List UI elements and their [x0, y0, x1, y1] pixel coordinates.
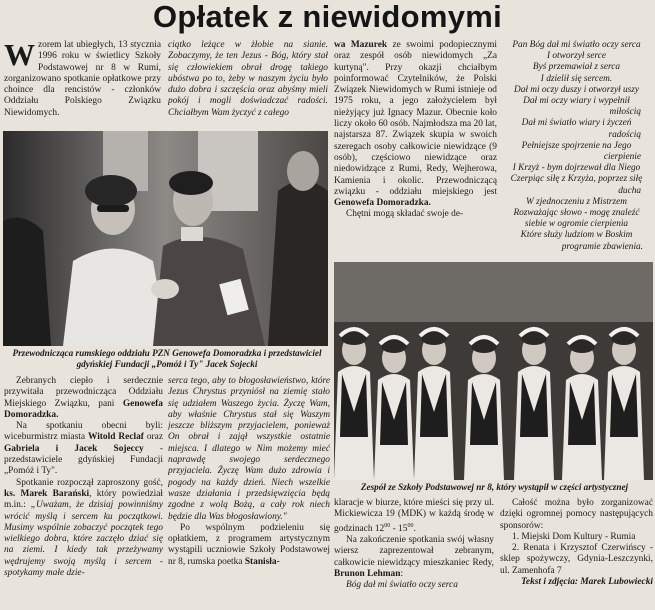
foundation-reps-names: Gabriela i Jacek Sojeccy — [4, 443, 144, 454]
poem-column — [500, 40, 653, 258]
poem-line: Dał mi oczy wiary i wypełnił — [523, 96, 630, 107]
intro-text: zorem lat ubiegłych, 13 stycznia 1996 roku w świetlicy Szkoły Podstawowej nr 8 w Rumi, zorganizowano spotkanie opłatkowe przy choince dla rencistów - członków Oddziału Polskiego Związku Niewidomych. — [4, 40, 161, 118]
colon: : — [400, 568, 404, 579]
poet-name: Stanisła- — [244, 556, 280, 567]
intro-paragraph — [4, 40, 161, 130]
poem-line: Pan Bóg dał mi światło oczy serca — [512, 40, 641, 50]
info-text: ze swoimi podopiecznymi oraz zespół osób niewidomych „Za kurtyną". Przy okazji chciałbym poinformować Czytelników, że Polski Związek Niewidomych w Rumi istnieje od 1975 roku, a jego założycielem był nieżyjący już Ignacy Mazur. Obecnie koło liczy około 60 osób. Najmłodsza ma 20 lat, najstarsza 87. Związek skupia w swoich szeregach osoby całkowicie niewidzące (9 osób), częściowo niewidzące oraz niedowidzące z Rumi, Redy, Wejherowa, Kamienia i okolic. Przewodniczącą związku - oddziału miejskiego jest — [334, 40, 497, 197]
greeting-text: Zebranych ciepło i serdecznie przywitała przewodnicząca Oddziału Miejskiego Związku, pani — [4, 376, 163, 409]
poem-line: Pełniejsze spojrzenie na Jego — [521, 140, 632, 151]
poem-line: Czerpiąc siłę z Krzyża, poprzez siłę — [510, 174, 643, 185]
photo-chairwoman-and-guest — [3, 131, 328, 346]
info-tail: Chętni mogą składać swoje de- — [346, 209, 464, 220]
poem-first-line: Bóg dał mi światło oczy serca — [346, 580, 458, 591]
sponsors-intro: Całość można było zorganizować dzięki ogromnej pomocy następujących sponsorów: — [500, 498, 653, 531]
guests-text: Na spotkaniu obecni byli: wiceburmistrz miasta — [4, 421, 163, 443]
program-text: Po wspólnym podzieleniu się opłatkiem, z programem artystycznym wystąpili uczniowie Szkoły Podstawowej nr 8, rumska poetka — [168, 522, 330, 567]
poem-line: W zjednoczeniu z Mistrzem — [526, 196, 627, 207]
sponsor-item: 1. Miejski Dom Kultury - Rumia — [512, 531, 636, 542]
chairwoman-name: Genowefa Domoradzka. — [4, 398, 163, 420]
poem-line: radością — [608, 129, 641, 140]
drop-cap: W — [4, 40, 35, 72]
poem-line: I Krzyż - bym dojrzewał dla Niego — [512, 163, 641, 174]
photo1-caption: Przewodnicząca rumskiego oddziału PZN Genowefa Domoradzka i przedstawiciel gdyńskiej Fundacji „Pomóż i Ty" Jacek Sojecki — [12, 348, 322, 369]
article-column-2 — [168, 376, 330, 610]
poem-line: I otworzył serce — [546, 51, 607, 62]
poem-line: miłością — [609, 107, 641, 118]
poem-line: I dzielił się sercem. — [540, 73, 613, 84]
poem-line: programie zbawienia. — [561, 241, 643, 252]
closing-text: Na zakończenie spotkania swój własny wiersz zaprezentował zebranym, całkowicie niewidzący mieszkaniec Redy, — [334, 535, 494, 568]
quote-text: ciątko leżące w żłobie na sianie. Zobaczymy, że ten Jezus - Bóg, który stał się człowiekiem obrał drogę takiego ubóstwa po to, żeby w naszym życiu było dużo dobra i szczęścia oraz abyśmy mieli pokój i mogli doświadczać radości. Chciałbym Wam życzyć z całego — [168, 40, 328, 118]
article-column-4 — [500, 498, 653, 610]
deputy-mayor-name: Witold Reclaf — [88, 432, 144, 443]
time-to-minutes: 00 — [407, 522, 414, 529]
poem-line: siebie w ogromie cierpienia — [524, 219, 629, 230]
time-dash: - 15 — [390, 523, 408, 534]
conjunction: oraz — [143, 432, 163, 443]
photo2-caption: Zespół ze Szkoły Podstawowej nr 8, który wystąpił w części artystycznej — [360, 482, 629, 492]
poem-line: Dał mi oczy duszy i otworzył uszy — [514, 84, 639, 95]
poet-lehman-name: Brunon Lehman — [334, 568, 401, 579]
article-column-1 — [4, 376, 163, 610]
info-column-top — [334, 40, 497, 258]
quote-column-top — [168, 40, 328, 130]
photo-school-ensemble — [334, 262, 653, 480]
guests-rest: - przedstawiciele gdyńskiej Fundacji „Pomóż i Ty". — [4, 443, 163, 477]
priest-quote-continued: serca tego, aby to błogosławieństwo, które Jezus Chrystus przyniósł na ziemię stało się udziałem Waszego życia. Życzę Wam, aby właśnie Chrystus stał się Waszym jeszcze bliższym przyjacielem, ponieważ On obrał i zajął wszystkie ostatnie miejsca. I dlatego w Nim możemy mieć naprawdę swojego serdecznego przyjaciela. Życzę Wam dużo zdrowia i pogody na każdy dzień. Niech wszelkie wasze działania i przedsięwzięcia będą zgodne z wolą Bożą, a cały rok niech będzie dla Was błogosławiony." — [168, 376, 330, 522]
poem-line: Dał mi światło wiary i życzeń — [521, 118, 632, 129]
poem-line: ducha — [618, 185, 641, 196]
headline: Opłatek z niewidomymi — [152, 0, 503, 34]
priest-said: , który powiedział m.in.: — [4, 488, 163, 511]
office-hours-text: klaracje w biurze, które mieści się przy ul. Mickiewicza 19 (MDK) w każdą środę w godzinach 12 — [334, 498, 494, 534]
period: . — [413, 523, 416, 534]
priest-name: ks. Marek Barański — [4, 488, 90, 499]
article-column-3 — [334, 498, 494, 610]
poem-line: cierpienie — [603, 152, 641, 163]
poem-line: Które służy ludziom w Boskim — [520, 230, 633, 241]
leader-name: Genowefa Domoradzka. — [334, 198, 431, 209]
sponsor-item: 2. Renata i Krzysztof Czerwińscy - sklep spożywczy, Gdynia-Leszczynki, ul. Zamenhofa 7 — [500, 543, 653, 576]
poem-line: Byś przemawiał z serca — [532, 62, 621, 73]
person-name: wa Mazurek — [334, 40, 388, 50]
priest-quote: „Uważam, że dzisiaj powinniśmy wrócić myślą i sercem ku początkowi. Musimy wspólnie zobaczyć początek tego wielkiego dobra, które zaczęło dziać się na ziemi. I kiedy tak przeżywamy wędrujemy swoją myślą i sercem - spotykamy małe dzie- — [4, 500, 163, 579]
poem-line: Rozważając słowo - mogę znaleźć — [513, 208, 640, 219]
author-credit: Tekst i zdjęcia: Marek Lubowiecki — [521, 577, 653, 588]
time-from-minutes: 00 — [384, 522, 391, 529]
priest-intro: Spotkanie rozpoczął zaproszony gość, — [16, 477, 163, 488]
